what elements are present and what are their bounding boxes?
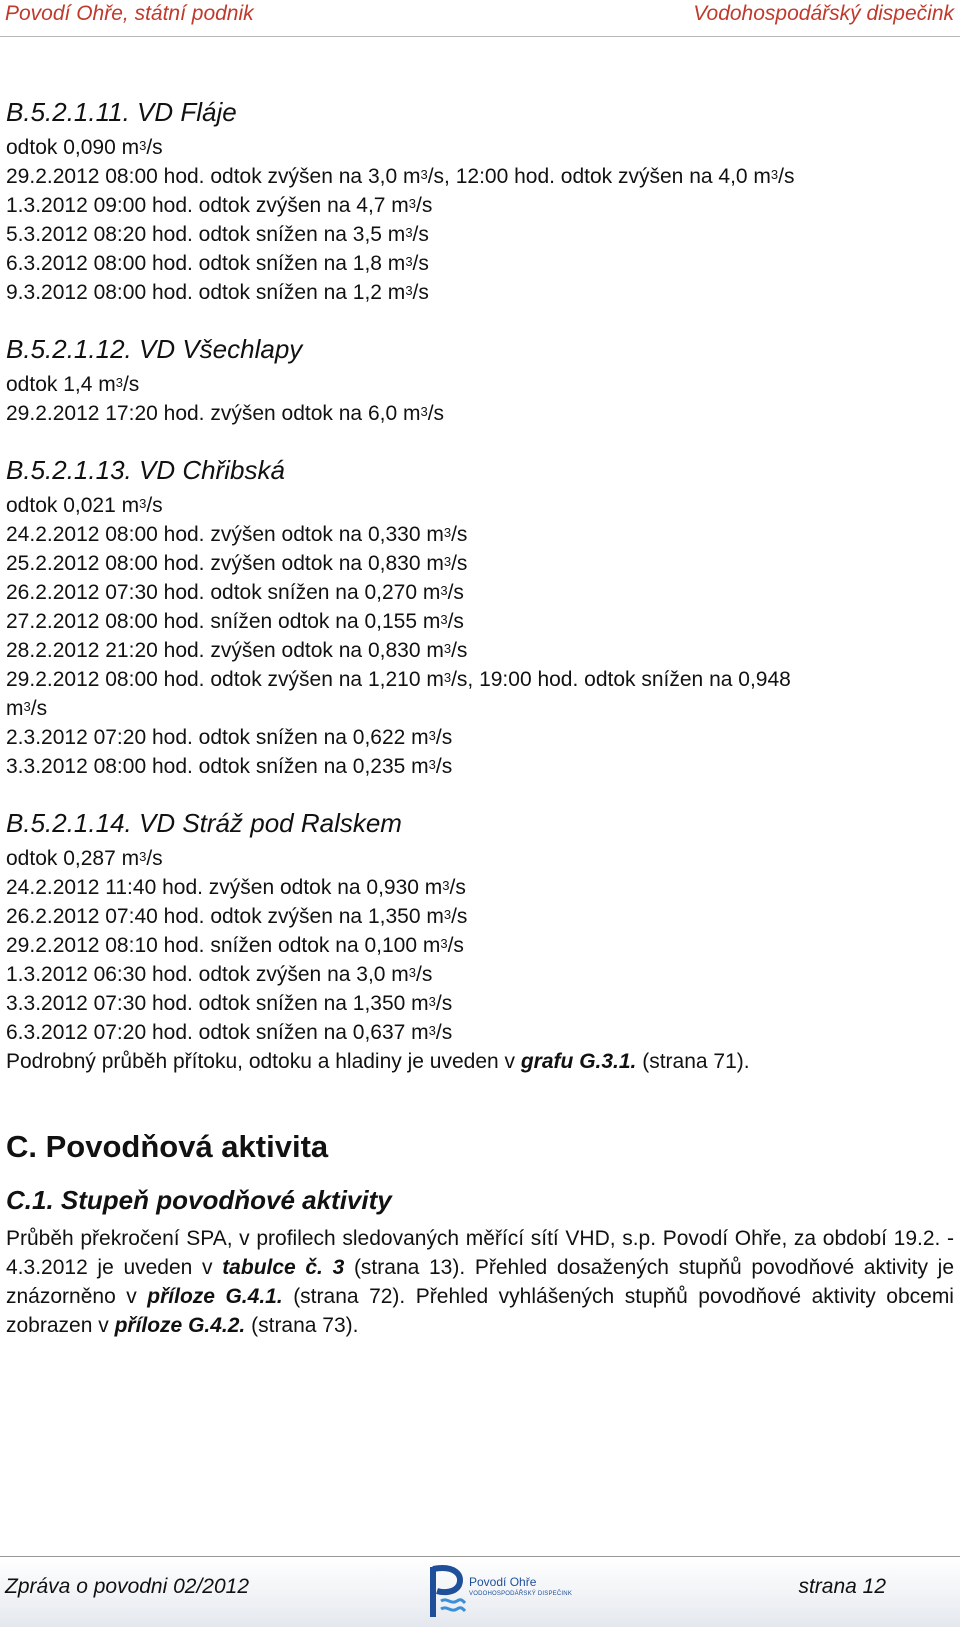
text-run: 26.2.2012 07:40 hod. odtok zvýšen na 1,350 m: [6, 905, 444, 928]
text-line: [6, 162, 954, 191]
text-run: Průběh překročení SPA, v profilech sledovaných měřící sítí VHD, s.p. Povodí Ohře, za období 19.2. - 4.3.2012 je uveden v: [6, 1227, 954, 1279]
superscript-exponent: 3: [23, 699, 31, 714]
text-run: 2.3.2012 07:20 hod. odtok snížen na 0,622 m: [6, 726, 429, 749]
text-run: 3.3.2012 08:00 hod. odtok snížen na 0,235 m: [6, 755, 429, 778]
text-run: 1.3.2012 09:00 hod. odtok zvýšen na 4,7 m: [6, 194, 409, 217]
superscript-exponent: 3: [443, 641, 452, 656]
page-footer: [0, 1556, 960, 1627]
section-heading: B.5.2.1.12. VD Všechlapy: [6, 334, 303, 364]
text-run: /s: [447, 610, 464, 633]
text-run: odtok 0,287 m: [6, 847, 140, 870]
text-run: /s: [122, 373, 140, 396]
logo-name: Povodí Ohře: [469, 1575, 537, 1589]
reference-note: [6, 1047, 954, 1076]
text-line: [6, 191, 954, 220]
superscript-exponent: 3: [428, 994, 436, 1009]
section-gap: [6, 781, 954, 807]
text-line: [6, 399, 954, 428]
text-line: [6, 723, 954, 752]
text-run: 27.2.2012 08:00 hod. snížen odtok na 0,155 m: [6, 610, 441, 633]
text-run: 29.2.2012 08:00 hod. odtok zvýšen na 1,210 m: [6, 668, 444, 691]
text-run: /s: [451, 905, 468, 928]
text-run: /s: [778, 165, 795, 188]
section-heading: B.5.2.1.11. VD Fláje: [6, 97, 237, 127]
text-run: /s, 19:00 hod. odtok snížen na 0,948: [451, 668, 791, 691]
footer-page-number: strana 12: [798, 1575, 886, 1598]
text-run: 1.3.2012 06:30 hod. odtok zvýšen na 3,0 m: [6, 963, 409, 986]
superscript-exponent: 3: [139, 496, 147, 511]
povodi-ohre-logo: [425, 1561, 585, 1623]
text-line: [6, 491, 954, 520]
superscript-exponent: 3: [420, 167, 428, 182]
text-run: /s: [435, 726, 453, 749]
header-department: Vodohospodářský dispečink: [693, 2, 954, 25]
superscript-exponent: 3: [443, 525, 452, 540]
text-run: 6.3.2012 08:00 hod. odtok snížen na 1,8 m: [6, 252, 406, 275]
text-run: 25.2.2012 08:00 hod. zvýšen odtok na 0,830 m: [6, 552, 444, 575]
text-run: Podrobný průběh přítoku, odtoku a hladiny je uveden v: [6, 1050, 521, 1073]
superscript-exponent: 3: [428, 757, 436, 772]
superscript-exponent: 3: [443, 907, 452, 922]
superscript-exponent: 3: [428, 1023, 436, 1038]
text-line: [6, 636, 954, 665]
section-heading: B.5.2.1.13. VD Chřibská: [6, 455, 285, 485]
reference-link: grafu G.3.1.: [520, 1050, 637, 1073]
text-line: [6, 752, 954, 781]
text-line: [6, 902, 954, 931]
chapter-subtitle: C.1. Stupeň povodňové aktivity: [6, 1185, 392, 1215]
text-run: 5.3.2012 08:20 hod. odtok snížen na 3,5 m: [6, 223, 406, 246]
text-line: [6, 1018, 954, 1047]
superscript-exponent: 3: [440, 936, 448, 951]
text-line: [6, 607, 954, 636]
chapter-title: C. Povodňová aktivita: [6, 1129, 329, 1164]
text-run: 28.2.2012 21:20 hod. zvýšen odtok na 0,830 m: [6, 639, 444, 662]
text-run: (strana 13). Přehled dosažených stupňů povodňové aktivity je znázorněno v: [6, 1256, 954, 1308]
reference-link: tabulce č. 3: [222, 1256, 345, 1279]
superscript-exponent: 3: [405, 225, 413, 240]
text-run: odtok 0,021 m: [6, 494, 140, 517]
superscript-exponent: 3: [408, 196, 417, 211]
text-run: (strana 73).: [245, 1314, 359, 1337]
superscript-exponent: 3: [139, 138, 147, 153]
superscript-exponent: 3: [405, 254, 413, 269]
superscript-exponent: 3: [443, 670, 452, 685]
header-organization: Povodí Ohře, státní podnik: [5, 2, 254, 25]
text-run: odtok 1,4 m: [6, 373, 116, 396]
text-line: [6, 989, 954, 1018]
text-line: [6, 370, 954, 399]
text-run: 29.2.2012 08:10 hod. snížen odtok na 0,100 m: [6, 934, 441, 957]
text-run: /s, 12:00 hod. odtok zvýšen na 4,0 m: [427, 165, 771, 188]
section-heading: B.5.2.1.14. VD Stráž pod Ralskem: [6, 808, 402, 838]
text-run: /s: [451, 523, 468, 546]
superscript-exponent: 3: [428, 728, 436, 743]
text-run: /s: [412, 281, 429, 304]
text-run: /s: [435, 755, 453, 778]
superscript-exponent: 3: [443, 554, 452, 569]
text-run: 24.2.2012 11:40 hod. zvýšen odtok na 0,930 m: [6, 876, 443, 899]
text-run: /s: [435, 992, 453, 1015]
text-run: 6.3.2012 07:20 hod. odtok snížen na 0,637 m: [6, 1021, 429, 1044]
text-line: [6, 694, 954, 723]
text-line: [6, 278, 954, 307]
text-run: /s: [416, 194, 433, 217]
text-run: (strana 72). Přehled vyhlášených stupňů povodňové aktivity obcemi zobrazen v: [6, 1285, 954, 1337]
chapter-paragraph: [6, 1224, 954, 1340]
text-run: 24.2.2012 08:00 hod. zvýšen odtok na 0,330 m: [6, 523, 444, 546]
superscript-exponent: 3: [440, 583, 448, 598]
superscript-exponent: 3: [139, 849, 147, 864]
text-line: [6, 249, 954, 278]
text-run: /s: [146, 847, 163, 870]
text-run: /s: [146, 136, 163, 159]
text-line: [6, 844, 954, 873]
section-gap: [6, 307, 954, 333]
superscript-exponent: 3: [440, 612, 448, 627]
text-line: [6, 665, 954, 694]
text-line: [6, 133, 954, 162]
footer-report-title: Zpráva o povodni 02/2012: [5, 1575, 250, 1598]
text-run: /s: [412, 223, 429, 246]
text-line: [6, 220, 954, 249]
text-line: [6, 578, 954, 607]
text-line: [6, 931, 954, 960]
text-line: [6, 873, 954, 902]
logo-subtitle: VODOHOSPODÁŘSKÝ DISPEČINK: [469, 1591, 573, 1597]
text-run: /s: [416, 963, 433, 986]
text-run: 29.2.2012 17:20 hod. zvýšen odtok na 6,0 m: [6, 402, 421, 425]
text-run: 29.2.2012 08:00 hod. odtok zvýšen na 3,0 m: [6, 165, 421, 188]
text-run: m: [6, 697, 24, 720]
superscript-exponent: 3: [405, 283, 413, 298]
text-line: [6, 549, 954, 578]
text-line: [6, 520, 954, 549]
text-run: /s: [427, 402, 445, 425]
text-line: [6, 960, 954, 989]
superscript-exponent: 3: [770, 167, 779, 182]
document-body: [6, 96, 954, 1340]
text-run: /s: [451, 552, 468, 575]
page-header: [0, 0, 960, 37]
reference-link: příloze G.4.2.: [114, 1314, 246, 1337]
text-run: 9.3.2012 08:00 hod. odtok snížen na 1,2 m: [6, 281, 406, 304]
section-gap: [6, 428, 954, 454]
text-run: /s: [412, 252, 429, 275]
logo-mark-icon: [425, 1561, 469, 1623]
superscript-exponent: 3: [420, 404, 428, 419]
text-run: /s: [30, 697, 48, 720]
reference-link: příloze G.4.1.: [147, 1285, 283, 1308]
text-run: 3.3.2012 07:30 hod. odtok snížen na 1,350 m: [6, 992, 429, 1015]
text-run: odtok 0,090 m: [6, 136, 140, 159]
text-run: /s: [451, 639, 468, 662]
text-run: /s: [146, 494, 163, 517]
superscript-exponent: 3: [115, 375, 123, 390]
text-run: /s: [447, 581, 464, 604]
text-run: /s: [435, 1021, 453, 1044]
text-run: /s: [449, 876, 466, 899]
superscript-exponent: 3: [408, 965, 417, 980]
superscript-exponent: 3: [442, 878, 450, 893]
text-run: 26.2.2012 07:30 hod. odtok snížen na 0,270 m: [6, 581, 441, 604]
text-run: /s: [447, 934, 464, 957]
text-run: (strana 71).: [636, 1050, 750, 1073]
